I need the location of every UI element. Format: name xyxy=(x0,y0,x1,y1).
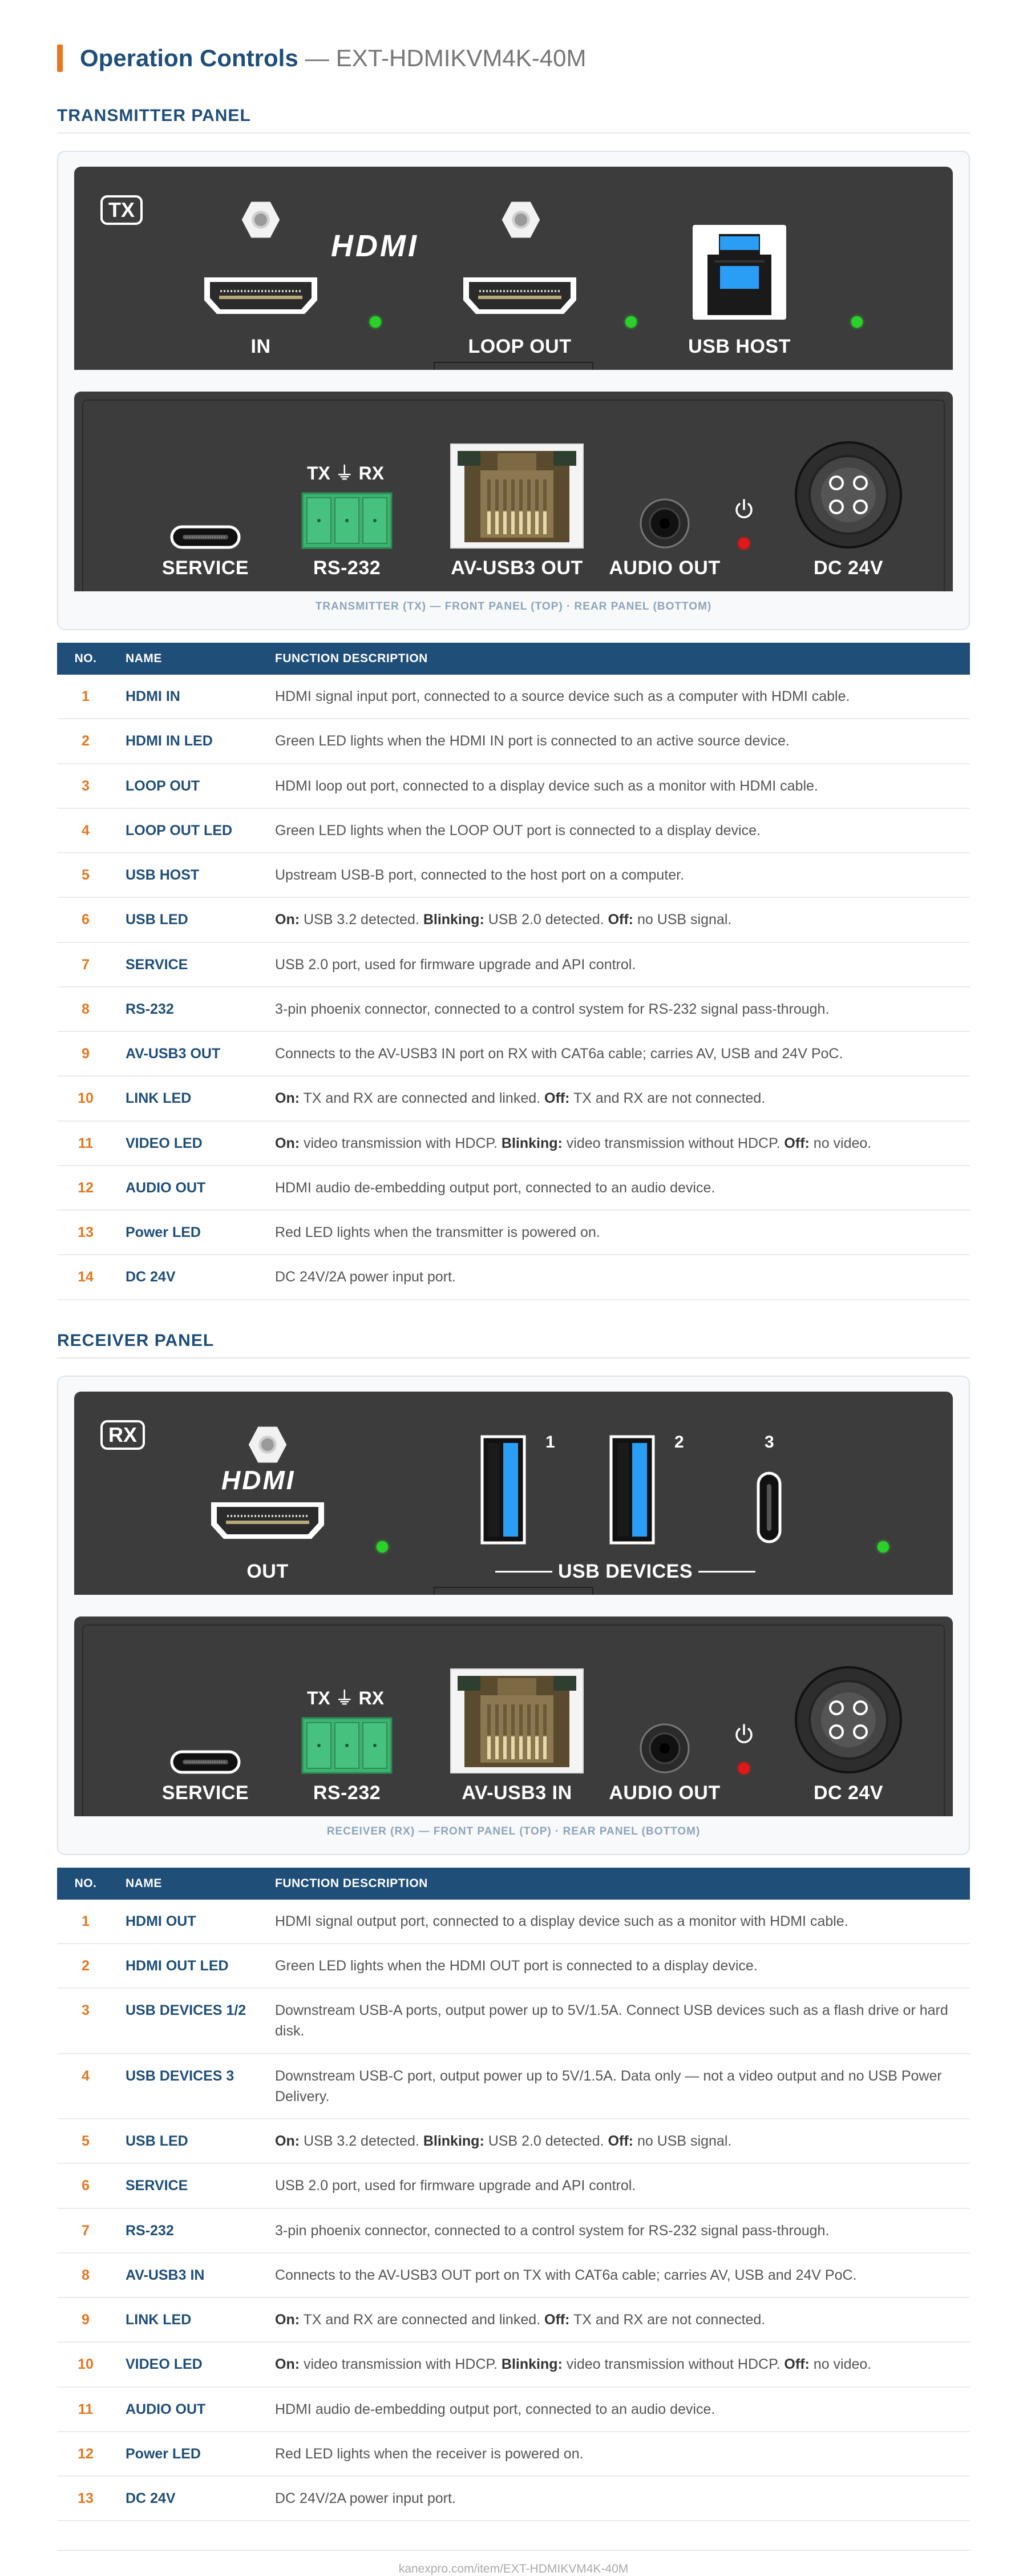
row-number: 3 xyxy=(57,1988,114,2054)
rx-figure-caption: RECEIVER (RX) — FRONT PANEL (TOP) · REAR PANEL (BOTTOM) xyxy=(326,1825,701,1837)
desc-state-label: Blinking: xyxy=(423,2133,484,2149)
page-footer xyxy=(57,2550,970,2576)
rx-usb-number-1: 1 xyxy=(545,1432,555,1452)
row-description: USB 2.0 port, used for firmware upgrade and API control. xyxy=(264,942,970,987)
row-name: USB HOST xyxy=(114,853,264,897)
row-description: Green LED lights when the LOOP OUT port is connected to a display device. xyxy=(264,808,970,853)
tx-loop-out-nut-icon xyxy=(500,199,542,241)
table-row xyxy=(57,2432,970,2476)
rx-hdmi-out-nut-icon xyxy=(246,1424,289,1466)
desc-state-label: On: xyxy=(275,1090,300,1107)
desc-text: video transmission with HDCP. xyxy=(300,1135,502,1151)
desc-state-label: On: xyxy=(275,2312,300,2328)
row-name: AUDIO OUT xyxy=(114,2387,264,2432)
rx-label-usb-devices: USB DEVICES xyxy=(558,1560,693,1582)
transmitter-heading: TRANSMITTER PANEL xyxy=(57,106,970,134)
table-row xyxy=(57,853,970,897)
row-name: AV-USB3 OUT xyxy=(114,1031,264,1076)
row-name: HDMI IN LED xyxy=(114,719,264,763)
row-description xyxy=(264,2342,970,2386)
row-description xyxy=(264,2297,970,2342)
desc-text: video transmission without HDCP. xyxy=(562,1135,785,1151)
desc-state-label: Blinking: xyxy=(501,2356,563,2373)
table-row xyxy=(57,1031,970,1076)
tx-rs232-terminal-icon xyxy=(301,492,393,549)
desc-state-label: Off: xyxy=(784,2356,810,2373)
desc-text: no USB signal. xyxy=(633,2133,732,2149)
tx-label-usb-host: USB HOST xyxy=(688,336,791,357)
row-number: 4 xyxy=(57,2054,114,2119)
tx-audio-out-jack-icon xyxy=(639,498,690,549)
table-row xyxy=(57,1900,970,1944)
col-no: NO. xyxy=(57,1868,114,1900)
tx-label-service: SERVICE xyxy=(161,557,249,579)
row-number: 3 xyxy=(57,764,114,808)
row-name: LINK LED xyxy=(114,1076,264,1120)
table-row xyxy=(57,1988,970,2054)
tx-hdmi-in-nut-icon xyxy=(240,199,282,241)
table-row xyxy=(57,719,970,763)
tx-loop-out-led xyxy=(625,316,637,328)
desc-state-label: On: xyxy=(275,2133,300,2149)
table-row xyxy=(57,675,970,719)
tx-av-usb3-port-icon xyxy=(450,443,584,549)
rx-audio-out-jack-icon xyxy=(639,1723,690,1774)
table-row xyxy=(57,764,970,808)
rx-front-panel xyxy=(74,1392,953,1595)
row-description: DC 24V/2A power input port. xyxy=(264,2476,970,2521)
rx-usb-number-2: 2 xyxy=(674,1432,684,1452)
tx-hdmi-in-led xyxy=(370,316,381,328)
tx-function-table xyxy=(57,643,970,1300)
table-row xyxy=(57,942,970,987)
row-description: Upstream USB-B port, connected to the host port on a computer. xyxy=(264,853,970,897)
desc-text: USB 3.2 detected. xyxy=(300,2133,423,2149)
desc-text: TX and RX are not connected. xyxy=(569,2312,766,2328)
row-description: HDMI audio de-embedding output port, connected to an audio device. xyxy=(264,2387,970,2432)
row-description: Downstream USB-A ports, output power up to 5V/1.5A. Connect USB devices such as a flash drive or hard disk. xyxy=(264,1988,970,2054)
row-number: 8 xyxy=(57,2253,114,2297)
col-name: NAME xyxy=(114,643,264,675)
table-row xyxy=(57,2054,970,2119)
rx-usb-a-2-port-icon xyxy=(609,1435,655,1545)
row-name: SERVICE xyxy=(114,2163,264,2208)
tx-power-icon xyxy=(733,498,755,521)
rx-usb-devices-line-right xyxy=(698,1571,755,1573)
table-row xyxy=(57,2387,970,2432)
row-description: Connects to the AV-USB3 OUT port on TX with CAT6a cable; carries AV, USB and 24V PoC. xyxy=(264,2253,970,2297)
row-number: 13 xyxy=(57,1210,114,1255)
row-description: HDMI audio de-embedding output port, connected to an audio device. xyxy=(264,1166,970,1210)
row-description: Green LED lights when the HDMI IN port is connected to an active source device. xyxy=(264,719,970,763)
row-name: LOOP OUT LED xyxy=(114,808,264,853)
tx-label-rs232: RS-232 xyxy=(313,557,381,579)
desc-state-label: Off: xyxy=(784,1135,810,1151)
tx-usb-host-port-icon xyxy=(692,224,787,321)
desc-text: TX and RX are not connected. xyxy=(569,1090,766,1107)
desc-state-label: On: xyxy=(275,2356,300,2373)
receiver-panel-figure xyxy=(57,1376,970,1855)
row-name: SERVICE xyxy=(114,942,264,987)
table-row xyxy=(57,2476,970,2521)
row-name: VIDEO LED xyxy=(114,2342,264,2386)
rx-usb-c-3-port-icon xyxy=(757,1472,782,1543)
rx-label-av-usb3-in: AV-USB3 IN xyxy=(462,1781,572,1804)
tx-power-led xyxy=(738,538,750,549)
row-name: RS-232 xyxy=(114,2208,264,2253)
rx-rs232-terminal-icon xyxy=(301,1717,393,1774)
row-name: USB LED xyxy=(114,897,264,942)
row-description xyxy=(264,1121,970,1166)
row-number: 1 xyxy=(57,675,114,719)
row-name: RS-232 xyxy=(114,987,264,1031)
table-row xyxy=(57,2342,970,2386)
table-row xyxy=(57,2119,970,2163)
desc-state-label: On: xyxy=(275,912,300,928)
desc-state-label: Off: xyxy=(608,2133,633,2149)
title-separator: — xyxy=(305,45,329,71)
row-number: 2 xyxy=(57,1944,114,1988)
tx-table-body xyxy=(57,675,970,1300)
rx-rear-panel xyxy=(74,1616,953,1816)
row-number: 6 xyxy=(57,897,114,942)
row-description: DC 24V/2A power input port. xyxy=(264,1255,970,1299)
tx-label-av-usb3-out: AV-USB3 OUT xyxy=(451,557,583,579)
tx-table-header xyxy=(57,643,970,675)
row-number: 7 xyxy=(57,942,114,987)
transmitter-panel-figure xyxy=(57,151,970,630)
desc-state-label: Blinking: xyxy=(423,912,484,928)
row-name: DC 24V xyxy=(114,2476,264,2521)
table-row xyxy=(57,2208,970,2253)
table-row xyxy=(57,808,970,853)
tx-hdmi-in-port-icon xyxy=(201,274,321,317)
row-description xyxy=(264,1076,970,1120)
desc-text: video transmission with HDCP. xyxy=(300,2356,502,2373)
desc-state-label: Blinking: xyxy=(501,1135,563,1151)
rx-usb-number-3: 3 xyxy=(765,1432,774,1452)
row-number: 7 xyxy=(57,2208,114,2253)
rx-label-service: SERVICE xyxy=(161,1781,249,1804)
row-name: Power LED xyxy=(114,1210,264,1255)
row-number: 8 xyxy=(57,987,114,1031)
rx-label-audio-out: AUDIO OUT xyxy=(609,1781,721,1804)
row-number: 5 xyxy=(57,2119,114,2163)
table-row xyxy=(57,1944,970,1988)
title-model: EXT-HDMIKVM4K-40M xyxy=(335,45,587,71)
table-row xyxy=(57,1255,970,1299)
rx-badge: RX xyxy=(100,1420,145,1450)
row-number: 1 xyxy=(57,1900,114,1944)
transmitter-section xyxy=(57,106,970,1300)
table-row xyxy=(57,1210,970,1255)
row-number: 11 xyxy=(57,1121,114,1166)
row-name: HDMI OUT LED xyxy=(114,1944,264,1988)
row-number: 5 xyxy=(57,853,114,897)
desc-text: USB 3.2 detected. xyxy=(300,912,423,928)
row-description: USB 2.0 port, used for firmware upgrade and API control. xyxy=(264,2163,970,2208)
desc-state-label: Off: xyxy=(608,912,633,928)
desc-text: TX and RX are connected and linked. xyxy=(300,1090,545,1107)
rx-service-port-icon xyxy=(170,1750,241,1774)
row-description: 3-pin phoenix connector, connected to a control system for RS-232 signal pass-through. xyxy=(264,2208,970,2253)
tx-rear-panel xyxy=(74,392,953,591)
col-desc: FUNCTION DESCRIPTION xyxy=(264,643,970,675)
row-number: 11 xyxy=(57,2387,114,2432)
receiver-heading: RECEIVER PANEL xyxy=(57,1331,970,1358)
tx-loop-out-port-icon xyxy=(460,274,580,317)
tx-txrx-label: TX ⏚ RX xyxy=(307,463,385,483)
row-number: 2 xyxy=(57,719,114,763)
row-description: Connects to the AV-USB3 IN port on RX with CAT6a cable; carries AV, USB and 24V PoC. xyxy=(264,1031,970,1076)
table-row xyxy=(57,987,970,1031)
col-name: NAME xyxy=(114,1868,264,1900)
desc-text: no USB signal. xyxy=(633,912,732,928)
row-name: HDMI IN xyxy=(114,675,264,719)
tx-label-dc-24v: DC 24V xyxy=(813,557,884,579)
rx-hdmi-out-led xyxy=(377,1541,388,1553)
row-name: USB DEVICES 3 xyxy=(114,2054,264,2119)
table-row xyxy=(57,1076,970,1120)
tx-label-loop-out: LOOP OUT xyxy=(468,336,572,357)
desc-text: video transmission without HDCP. xyxy=(562,2356,785,2373)
row-name: LINK LED xyxy=(114,2297,264,2342)
row-number: 4 xyxy=(57,808,114,853)
col-no: NO. xyxy=(57,643,114,675)
row-description: 3-pin phoenix connector, connected to a control system for RS-232 signal pass-through. xyxy=(264,987,970,1031)
footer-url-link[interactable]: kanexpro.com/item/EXT-HDMIKVM4K-40M xyxy=(398,2562,629,2576)
rx-power-led xyxy=(738,1763,750,1774)
desc-text: USB 2.0 detected. xyxy=(484,2133,608,2149)
tx-label-audio-out: AUDIO OUT xyxy=(609,557,721,579)
row-number: 12 xyxy=(57,1166,114,1210)
row-description: HDMI loop out port, connected to a display device such as a monitor with HDMI cable. xyxy=(264,764,970,808)
desc-state-label: On: xyxy=(275,1135,300,1151)
tx-service-port-icon xyxy=(170,525,241,549)
tx-figure-caption: TRANSMITTER (TX) — FRONT PANEL (TOP) · REAR PANEL (BOTTOM) xyxy=(315,600,712,612)
desc-text: no video. xyxy=(809,2356,872,2373)
rx-front-notch xyxy=(434,1587,593,1595)
row-description: Red LED lights when the transmitter is powered on. xyxy=(264,1210,970,1255)
rx-usb-a-1-port-icon xyxy=(480,1435,526,1545)
rx-label-rs232: RS-232 xyxy=(313,1781,381,1804)
tx-dc-24v-jack-icon xyxy=(794,441,903,549)
desc-text: TX and RX are connected and linked. xyxy=(300,2312,545,2328)
tx-front-panel xyxy=(74,167,953,370)
table-row xyxy=(57,1166,970,1210)
rx-txrx-label: TX ⏚ RX xyxy=(307,1687,385,1708)
row-number: 9 xyxy=(57,1031,114,1076)
row-name: AV-USB3 IN xyxy=(114,2253,264,2297)
rx-av-usb3-port-icon xyxy=(450,1668,584,1774)
receiver-section xyxy=(57,1331,970,2522)
row-number: 13 xyxy=(57,2476,114,2521)
table-row xyxy=(57,2297,970,2342)
rx-label-out: OUT xyxy=(246,1560,289,1582)
table-row xyxy=(57,2253,970,2297)
row-description xyxy=(264,897,970,942)
row-description: Red LED lights when the receiver is powered on. xyxy=(264,2432,970,2476)
row-name: USB DEVICES 1/2 xyxy=(114,1988,264,2054)
row-name: Power LED xyxy=(114,2432,264,2476)
row-number: 14 xyxy=(57,1255,114,1299)
desc-state-label: Off: xyxy=(544,1090,570,1107)
rx-table-body xyxy=(57,1900,970,2521)
title-accent-bar xyxy=(57,45,63,72)
desc-text: no video. xyxy=(809,1135,872,1151)
row-number: 9 xyxy=(57,2297,114,2342)
rx-function-table xyxy=(57,1868,970,2522)
desc-state-label: Off: xyxy=(544,2312,570,2328)
table-row xyxy=(57,897,970,942)
row-number: 6 xyxy=(57,2163,114,2208)
tx-front-notch xyxy=(434,362,593,370)
row-name: DC 24V xyxy=(114,1255,264,1299)
rx-usb-led xyxy=(878,1541,889,1553)
tx-badge: TX xyxy=(100,195,143,225)
tx-usb-led xyxy=(851,316,863,328)
row-number: 10 xyxy=(57,2342,114,2386)
col-desc: FUNCTION DESCRIPTION xyxy=(264,1868,970,1900)
title-main: Operation Controls xyxy=(80,45,298,71)
desc-text: USB 2.0 detected. xyxy=(484,912,608,928)
table-row xyxy=(57,2163,970,2208)
row-description: Green LED lights when the HDMI OUT port is connected to a display device. xyxy=(264,1944,970,1988)
rx-usb-devices-line-left xyxy=(495,1571,552,1573)
row-name: VIDEO LED xyxy=(114,1121,264,1166)
rx-dc-24v-jack-icon xyxy=(794,1666,903,1774)
row-number: 12 xyxy=(57,2432,114,2476)
rx-hdmi-logo: HDMI xyxy=(221,1465,296,1495)
tx-hdmi-logo: HDMI xyxy=(331,229,419,263)
rx-power-icon xyxy=(733,1723,755,1745)
tx-label-in: IN xyxy=(250,336,271,357)
table-row xyxy=(57,1121,970,1166)
row-name: HDMI OUT xyxy=(114,1900,264,1944)
rx-table-header xyxy=(57,1868,970,1900)
row-name: USB LED xyxy=(114,2119,264,2163)
row-description xyxy=(264,2119,970,2163)
rx-hdmi-out-port-icon xyxy=(208,1499,327,1542)
row-name: LOOP OUT xyxy=(114,764,264,808)
row-description: HDMI signal input port, connected to a source device such as a computer with HDMI cable. xyxy=(264,675,970,719)
row-description: Downstream USB-C port, output power up to 5V/1.5A. Data only — not a video output and no USB Power Delivery. xyxy=(264,2054,970,2119)
page-title xyxy=(57,45,970,72)
row-description: HDMI signal output port, connected to a display device such as a monitor with HDMI cable. xyxy=(264,1900,970,1944)
rx-label-dc-24v: DC 24V xyxy=(813,1781,884,1804)
row-number: 10 xyxy=(57,1076,114,1120)
row-name: AUDIO OUT xyxy=(114,1166,264,1210)
